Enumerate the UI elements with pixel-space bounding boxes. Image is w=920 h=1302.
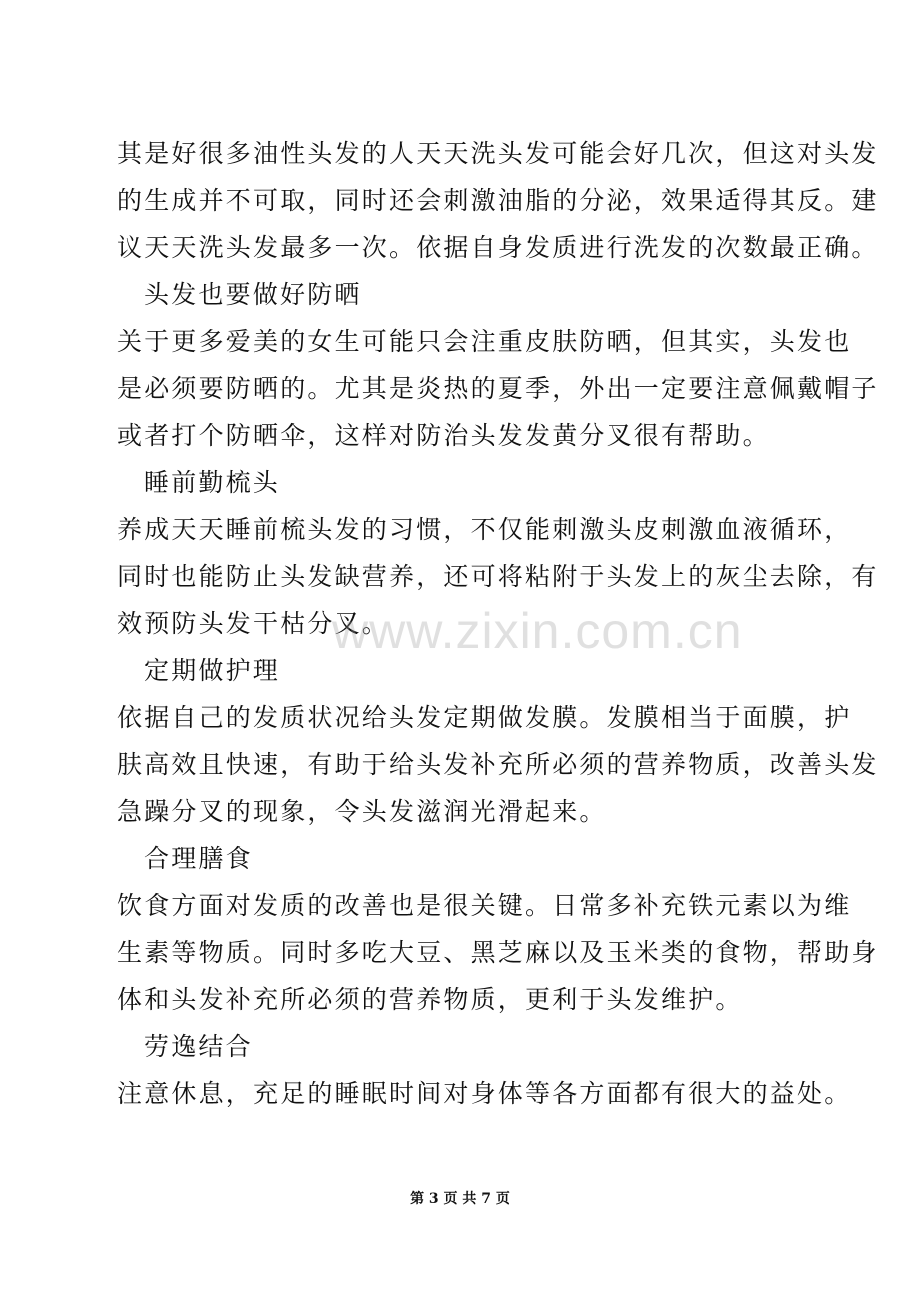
paragraph (117, 318, 879, 459)
paragraph-line: 饮食方面对发质的改善也是很关键。日常多补充铁元素以为维 (117, 891, 852, 920)
paragraph-line: 或者打个防晒伞，这样对防治头发发黄分叉很有帮助。 (117, 421, 770, 450)
section-heading: 合理膳食 (144, 844, 253, 873)
paragraph-line: 其是好很多油性头发的人天天洗头发可能会好几次，但这对头发 (117, 139, 879, 168)
page-footer: 第 3 页 共 7 页 (410, 1191, 510, 1207)
paragraph (117, 130, 879, 271)
paragraph-line: 效预防头发干枯分叉。 (117, 609, 390, 638)
section-heading: 定期做护理 (144, 656, 281, 685)
paragraph-line: 肤高效且快速，有助于给头发补充所必须的营养物质，改善头发 (117, 750, 879, 779)
paragraph (117, 882, 879, 1023)
paragraph-line: 的生成并不可取，同时还会刺激油脂的分泌，效果适得其反。建 (117, 186, 879, 215)
watermark: www.zixin.com.cn (332, 603, 743, 659)
paragraph (117, 1070, 852, 1117)
paragraph (117, 694, 879, 835)
paragraph-line: 关于更多爱美的女生可能只会注重皮肤防晒，但其实，头发也 (117, 327, 852, 356)
section-heading: 头发也要做好防晒 (144, 280, 362, 309)
paragraph-line: 同时也能防止头发缺营养，还可将粘附于头发上的灰尘去除，有 (117, 562, 879, 591)
paragraph-line: 急躁分叉的现象，令头发滋润光滑起来。 (117, 797, 607, 826)
paragraph-line: 注意休息，充足的睡眠时间对身体等各方面都有很大的益处。 (117, 1079, 852, 1108)
paragraph-line: 生素等物质。同时多吃大豆、黑芝麻以及玉米类的食物，帮助身 (117, 938, 879, 967)
section-heading: 劳逸结合 (144, 1032, 253, 1061)
paragraph-line: 是必须要防晒的。尤其是炎热的夏季，外出一定要注意佩戴帽子 (117, 374, 879, 403)
paragraph-line: 议天天洗头发最多一次。依据自身发质进行洗发的次数最正确。 (117, 233, 879, 262)
paragraph-line: 养成天天睡前梳头发的习惯，不仅能刺激头皮刺激血液循环， (117, 515, 852, 544)
section-heading: 睡前勤梳头 (144, 468, 281, 497)
paragraph-line: 依据自己的发质状况给头发定期做发膜。发膜相当于面膜，护 (117, 703, 852, 732)
paragraph-line: 体和头发补充所必须的营养物质，更利于头发维护。 (117, 985, 743, 1014)
